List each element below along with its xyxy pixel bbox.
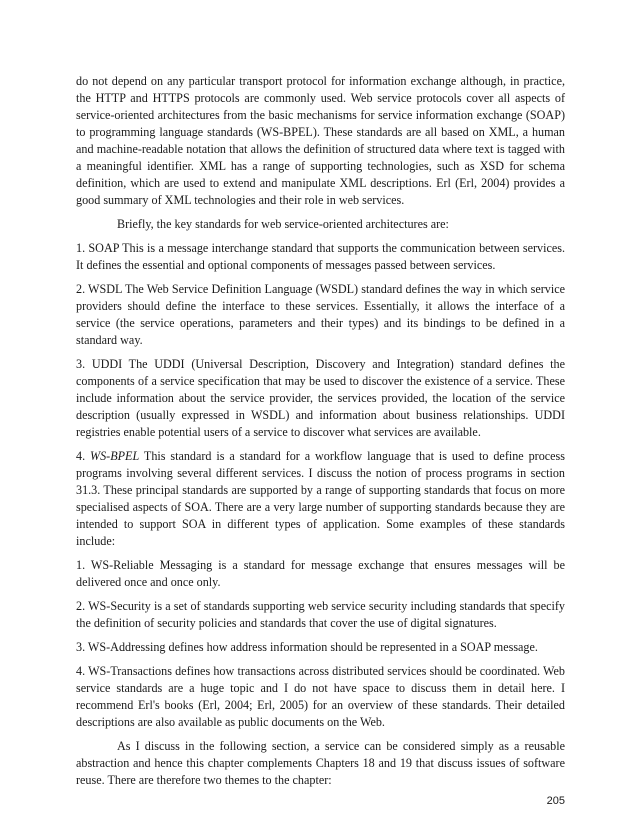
item-text: The Web Service Definition Language (WSDL) standard defines the way in which service providers should define the interface to these services. Essentially, it allows the interface of a service (the service operations, parameters and their types) and its bindings to be defined in a standard way. bbox=[76, 282, 565, 347]
paragraph-soap bbox=[76, 240, 565, 274]
body-text bbox=[76, 73, 565, 796]
paragraph-briefly: Briefly, the key standards for web service-oriented architectures are: bbox=[117, 217, 449, 231]
paragraph-ws-reliable: 1. WS-Reliable Messaging is a standard for message exchange that ensures messages will be delivered once and once only. bbox=[76, 558, 565, 589]
paragraph-wsdl bbox=[76, 281, 565, 349]
item-text: This standard is a standard for a workflow language that is used to define process programs involving several different services. I discuss the notion of process programs in section 31.3. These principal standards are supported by a range of supporting standards that focus on more specialised aspects of SOA. There are a very large number of supporting standards because they are intended to support SOA in different types of application. Some examples of these standards include: bbox=[76, 449, 565, 548]
paragraph-closing: As I discuss in the following section, a service can be considered simply as a reusable abstraction and hence this chapter complements Chapters 18 and 19 that discuss issues of software reuse. There are therefore two themes to the chapter: bbox=[76, 739, 565, 787]
item-label: 1. SOAP bbox=[76, 241, 120, 255]
paragraph-intro: do not depend on any particular transport protocol for information exchange although, in practice, the HTTP and HTTPS protocols are commonly used. Web service protocols cover all aspects of service-oriented architectures from the basic mechanisms for service information exchange (SOAP) to programming language standards (WS-BPEL). These standards are all based on XML, a human and machine-readable notation that allows the definition of structured data where text is tagged with a meaningful identifier. XML has a range of supporting technologies, such as XSD for schema definition, which are used to extend and manipulate XML descriptions. Erl (Erl, 2004) provides a good summary of XML technologies and their role in web services. bbox=[76, 74, 565, 207]
item-label-italic: WS-BPEL bbox=[90, 449, 140, 463]
page-number: 205 bbox=[546, 795, 565, 807]
paragraph-ws-transactions: 4. WS-Transactions defines how transactions across distributed services should be coordinated. Web service standards are a huge topic and I do not have space to discuss them in detail here. I recommend Erl's books (Erl, 2004; Erl, 2005) for an overview of these standards. Their detailed descriptions are also available as public documents on the Web. bbox=[76, 664, 565, 729]
paragraph-wsbpel bbox=[76, 448, 565, 550]
item-text: This is a message interchange standard that supports the communication between services. It defines the essential and optional components of messages passed between services. bbox=[76, 241, 565, 272]
paragraph-ws-addressing: 3. WS-Addressing defines how address information should be represented in a SOAP message. bbox=[76, 640, 538, 654]
paragraph-uddi bbox=[76, 356, 565, 441]
item-label: 2. WSDL bbox=[76, 282, 122, 296]
item-text: The UDDI (Universal Description, Discovery and Integration) standard defines the components of a service specification that may be used to discover the existence of a service. These include information about the service provider, the services provided, the location of the service description (usually expressed in WSDL) and information about business relationships. UDDI registries enable potential users of a service to discover what services are available. bbox=[76, 357, 565, 439]
item-label: 4. bbox=[76, 449, 86, 463]
item-label: 3. UDDI bbox=[76, 357, 123, 371]
paragraph-ws-security: 2. WS-Security is a set of standards supporting web service security including standards that specify the definition of security policies and standards that cover the use of digital signatures. bbox=[76, 599, 565, 630]
